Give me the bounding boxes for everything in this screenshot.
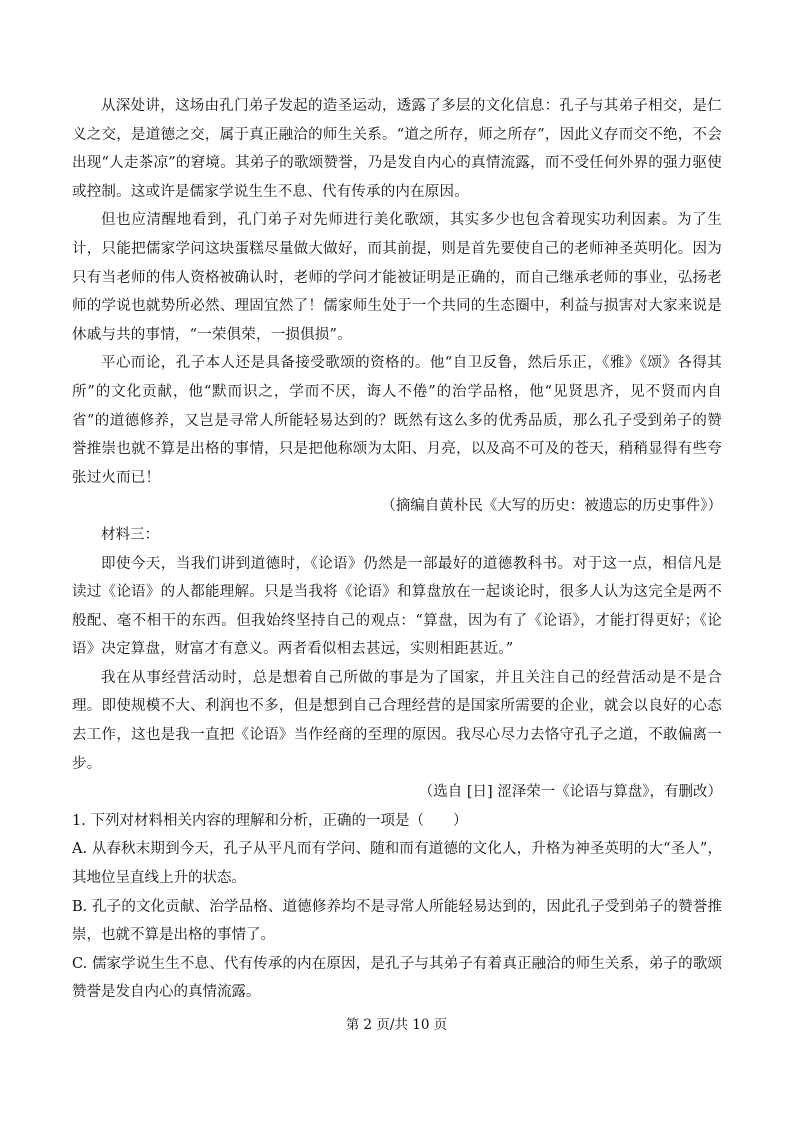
material2-paragraph-3: 平心而论，孔子本人还是具备接受歌颂的资格的。他“自卫反鲁，然后乐正，《雅》《颂》各得其所”的文化贡献，他“默而识之，学而不厌，诲人不倦”的治学品格，他“见贤思齐，见不贤而内自省”的道德修养，又岂是寻常人所能轻易达到的？既然有这么多的优秀品质，那么孔子受到弟子的赞誉推崇也就不算是出格的事情，只是把他称颂为太阳、月亮，以及高不可及的苍天，稍稍显得有些夸张过火而已！ — [72, 355, 722, 486]
question-1-option-c: C. 儒家学说生生不息、代有传承的内在原因，是孔子与其弟子有着真正融洽的师生关系，弟子的歌颂赞誉是发自内心的真情流露。 — [72, 955, 722, 1001]
question-1-option-b: B. 孔子的文化贡献、治学品格、道德修养均不是寻常人所能轻易达到的，因此孔子受到弟子的赞誉推崇，也就不算是出格的事情了。 — [72, 898, 722, 944]
material3-paragraph-2: 我在从事经营活动时，总是想着自己所做的事是为了国家，并且关注自己的经营活动是不是合理。即使规模不大、利润也不多，但是想到自己合理经营的是国家所需要的企业，就会以良好的心态去工作，这也是我一直把《论语》当作经商的至理的原因。我尽心尽力去恪守孔子之道，不敢偏离一步。 — [72, 669, 722, 772]
material2-paragraph-1: 从深处讲，这场由孔门弟子发起的造圣运动，透露了多层的文化信息：孔子与其弟子相交，是仁义之交，是道德之交，属于真正融洽的师生关系。“道之所存，师之所存”，因此义存而交不绝，不会出现“人走茶凉”的窘境。其弟子的歌颂赞誉，乃是发自内心的真情流露，而不受任何外界的强力驱使或控制。这或许是儒家学说生生不息、代有传承的内在原因。 — [72, 98, 722, 200]
page-number-label: 第 2 页/共 10 页 — [345, 1017, 448, 1033]
page-footer — [0, 1015, 793, 1035]
material3-source: （选自 [日] 涩泽荣一《论语与算盘》，有删改） — [418, 784, 722, 801]
material3-paragraph-1: 即使今天，当我们讲到道德时，《论语》仍然是一部最好的道德教科书。对于这一点，相信凡是读过《论语》的人都能理解。只是当我将《论语》和算盘放在一起谈论时，很多人认为这完全是两不般配、毫不相干的东西。但我始终坚持自己的观点：“算盘，因为有了《论语》，才能打得更好；《论语》决定算盘，财富才有意义。两者看似相去甚远，实则相距甚近。” — [72, 555, 722, 658]
question-1-stem: 1. 下列对材料相关内容的理解和分析，正确的一项是（ ） — [72, 812, 468, 829]
question-1-option-a: A. 从春秋末期到今天，孔子从平凡而有学问、随和而有道德的文化人，升格为神圣英明的大“圣人”，其地位呈直线上升的状态。 — [72, 841, 722, 887]
material2-source: （摘编自黄朴民《大写的历史：被遗忘的历史事件》） — [381, 498, 722, 515]
material3-label: 材料三： — [101, 526, 159, 543]
document-page — [72, 92, 722, 1007]
material2-paragraph-2: 但也应清醒地看到，孔门弟子对先师进行美化歌颂，其实多少也包含着现实功利因素。为了生计，只能把儒家学问这块蛋糕尽量做大做好，而其前提，则是首先要使自己的老师神圣英明化。因为只有当老师的伟人资格被确认时，老师的学问才能被证明是正确的，而自己继承老师的事业，弘扬老师的学说也就势所必然、理固宜然了！儒家师生处于一个共同的生态圈中，利益与损害对大家来说是休戚与共的事情，“一荣俱荣，一损俱损”。 — [72, 212, 722, 343]
